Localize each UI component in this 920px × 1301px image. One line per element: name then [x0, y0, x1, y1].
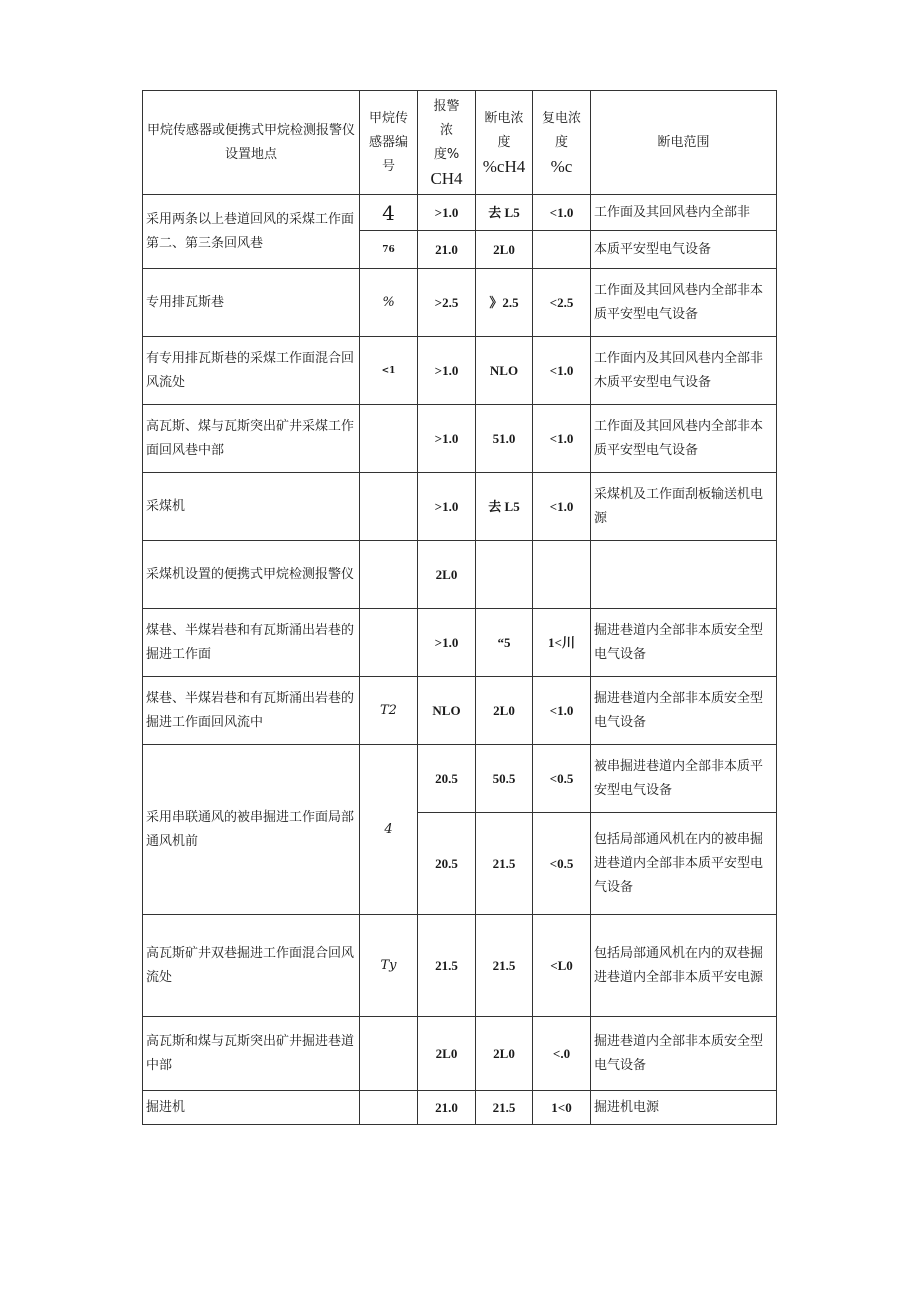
cell-range: 掘进巷道内全部非本质安全型电气设备: [591, 677, 777, 745]
cell-cutoff: 21.5: [476, 915, 533, 1017]
table-row: [143, 677, 777, 745]
cell-location: 采煤机: [143, 473, 360, 541]
cell-sensor-id: Ty: [360, 915, 418, 1017]
cell-cutoff: 》2.5: [476, 269, 533, 337]
header-alarm-unit: CH4: [430, 168, 463, 188]
cell-restore: <2.5: [533, 269, 591, 337]
table-row: [143, 1091, 777, 1125]
cell-alarm: 21.5: [418, 915, 476, 1017]
cell-location: 高瓦斯矿井双巷掘进工作面混合回风流处: [143, 915, 360, 1017]
table-row: [143, 337, 777, 405]
cell-alarm: 2L0: [418, 541, 476, 609]
header-cutoff-a: 断电浓: [484, 110, 524, 126]
header-sensor-id-text: 甲烷传感器编号: [368, 110, 408, 174]
cell-restore: <0.5: [533, 745, 591, 813]
cell-alarm: 21.0: [418, 1091, 476, 1125]
table-row: [143, 195, 777, 231]
cell-cutoff: 去 L5: [476, 473, 533, 541]
header-range-text: 断电范围: [657, 134, 710, 150]
cell-range: 包括局部通风机在内的双巷掘进巷道内全部非本质平安电源: [591, 915, 777, 1017]
cell-range: 本质平安型电气设备: [591, 231, 777, 269]
cell-sensor-id: [360, 1091, 418, 1125]
cell-location: 煤巷、半煤岩巷和有瓦斯涌出岩巷的掘进工作面回风流中: [143, 677, 360, 745]
cell-restore: <0.5: [533, 813, 591, 915]
cell-alarm: >1.0: [418, 405, 476, 473]
cell-alarm: >2.5: [418, 269, 476, 337]
cell-restore: <.0: [533, 1017, 591, 1091]
cell-restore: 1<川: [533, 609, 591, 677]
cell-cutoff: 21.5: [476, 813, 533, 915]
cell-cutoff: 2L0: [476, 1017, 533, 1091]
cell-alarm: >1.0: [418, 473, 476, 541]
header-range: [591, 91, 777, 195]
cell-sensor-id: 76: [360, 231, 418, 269]
cell-alarm: >1.0: [418, 609, 476, 677]
cell-location: 有专用排瓦斯巷的采煤工作面混合回风流处: [143, 337, 360, 405]
cell-alarm: 21.0: [418, 231, 476, 269]
header-restore-unit: %c: [550, 156, 573, 176]
cell-restore: <1.0: [533, 677, 591, 745]
cell-sensor-id: [360, 405, 418, 473]
cell-alarm: >1.0: [418, 195, 476, 231]
cell-sensor-id: <1: [360, 337, 418, 405]
cell-location: 掘进机: [143, 1091, 360, 1125]
methane-sensor-table: [142, 90, 777, 1125]
cell-location: 采用两条以上巷道回风的采煤工作面第二、第三条回风巷: [143, 195, 360, 269]
cell-restore: <1.0: [533, 473, 591, 541]
header-alarm: [418, 91, 476, 195]
cell-restore: [533, 541, 591, 609]
cell-cutoff: 去 L5: [476, 195, 533, 231]
header-cutoff-b: 度: [497, 134, 511, 150]
table-row: [143, 405, 777, 473]
cell-cutoff: [476, 541, 533, 609]
cell-sensor-id: 4: [360, 195, 418, 231]
header-cutoff: [476, 91, 533, 195]
header-alarm-a: 报警: [433, 98, 460, 114]
table-row: [143, 745, 777, 813]
cell-restore: <1.0: [533, 195, 591, 231]
header-location-text: 甲烷传感器或便携式甲烷检测报警仪设置地点: [146, 122, 355, 162]
cell-location: 专用排瓦斯巷: [143, 269, 360, 337]
cell-alarm: NLO: [418, 677, 476, 745]
cell-cutoff: 51.0: [476, 405, 533, 473]
header-alarm-c: 度%: [433, 146, 460, 162]
cell-range: 工作面及其回风巷内全部非: [591, 195, 777, 231]
cell-range: 掘进巷道内全部非本质安全型电气设备: [591, 1017, 777, 1091]
cell-restore: <1.0: [533, 405, 591, 473]
header-row: [143, 91, 777, 195]
cell-cutoff: 2L0: [476, 677, 533, 745]
header-cutoff-unit: %cH4: [482, 156, 526, 176]
cell-alarm: 20.5: [418, 813, 476, 915]
cell-range: 被串掘进巷道内全部非本质平安型电气设备: [591, 745, 777, 813]
header-restore: [533, 91, 591, 195]
cell-sensor-id: 4: [360, 745, 418, 915]
header-alarm-b: 浓: [439, 122, 453, 138]
cell-range: [591, 541, 777, 609]
cell-cutoff: “5: [476, 609, 533, 677]
cell-location: 采用串联通风的被串掘进工作面局部通风机前: [143, 745, 360, 915]
cell-range: 包括局部通风机在内的被串掘进巷道内全部非本质平安型电气设备: [591, 813, 777, 915]
cell-range: 工作面及其回风巷内全部非本质平安型电气设备: [591, 405, 777, 473]
table-row: [143, 269, 777, 337]
cell-sensor-id: [360, 609, 418, 677]
table-row: [143, 1017, 777, 1091]
cell-cutoff: 21.5: [476, 1091, 533, 1125]
cell-restore: <1.0: [533, 337, 591, 405]
cell-range: 工作面及其回风巷内全部非本质平安型电气设备: [591, 269, 777, 337]
cell-range: 采煤机及工作面刮板输送机电源: [591, 473, 777, 541]
cell-range: 工作面内及其回风巷内全部非木质平安型电气设备: [591, 337, 777, 405]
table-row: [143, 473, 777, 541]
cell-sensor-id: [360, 473, 418, 541]
cell-sensor-id: [360, 541, 418, 609]
header-location: [143, 91, 360, 195]
cell-location: 采煤机设置的便携式甲烷检测报警仪: [143, 541, 360, 609]
cell-range: 掘进巷道内全部非本质安全型电气设备: [591, 609, 777, 677]
cell-cutoff: 50.5: [476, 745, 533, 813]
cell-cutoff: NLO: [476, 337, 533, 405]
cell-location: 高瓦斯、煤与瓦斯突出矿井采煤工作面回风巷中部: [143, 405, 360, 473]
cell-range: 掘进机电源: [591, 1091, 777, 1125]
cell-location: 煤巷、半煤岩巷和有瓦斯涌出岩巷的掘进工作面: [143, 609, 360, 677]
cell-alarm: 20.5: [418, 745, 476, 813]
table-row: [143, 541, 777, 609]
cell-restore: <L0: [533, 915, 591, 1017]
table-row: [143, 915, 777, 1017]
cell-alarm: 2L0: [418, 1017, 476, 1091]
cell-location: 高瓦斯和煤与瓦斯突出矿井掘进巷道中部: [143, 1017, 360, 1091]
header-sensor-id: [360, 91, 418, 195]
cell-sensor-id: T2: [360, 677, 418, 745]
cell-restore: 1<0: [533, 1091, 591, 1125]
cell-restore: [533, 231, 591, 269]
table-row: [143, 609, 777, 677]
header-restore-a: 复电浓度: [541, 110, 581, 150]
cell-sensor-id: [360, 1017, 418, 1091]
cell-sensor-id: %: [360, 269, 418, 337]
cell-alarm: >1.0: [418, 337, 476, 405]
cell-cutoff: 2L0: [476, 231, 533, 269]
